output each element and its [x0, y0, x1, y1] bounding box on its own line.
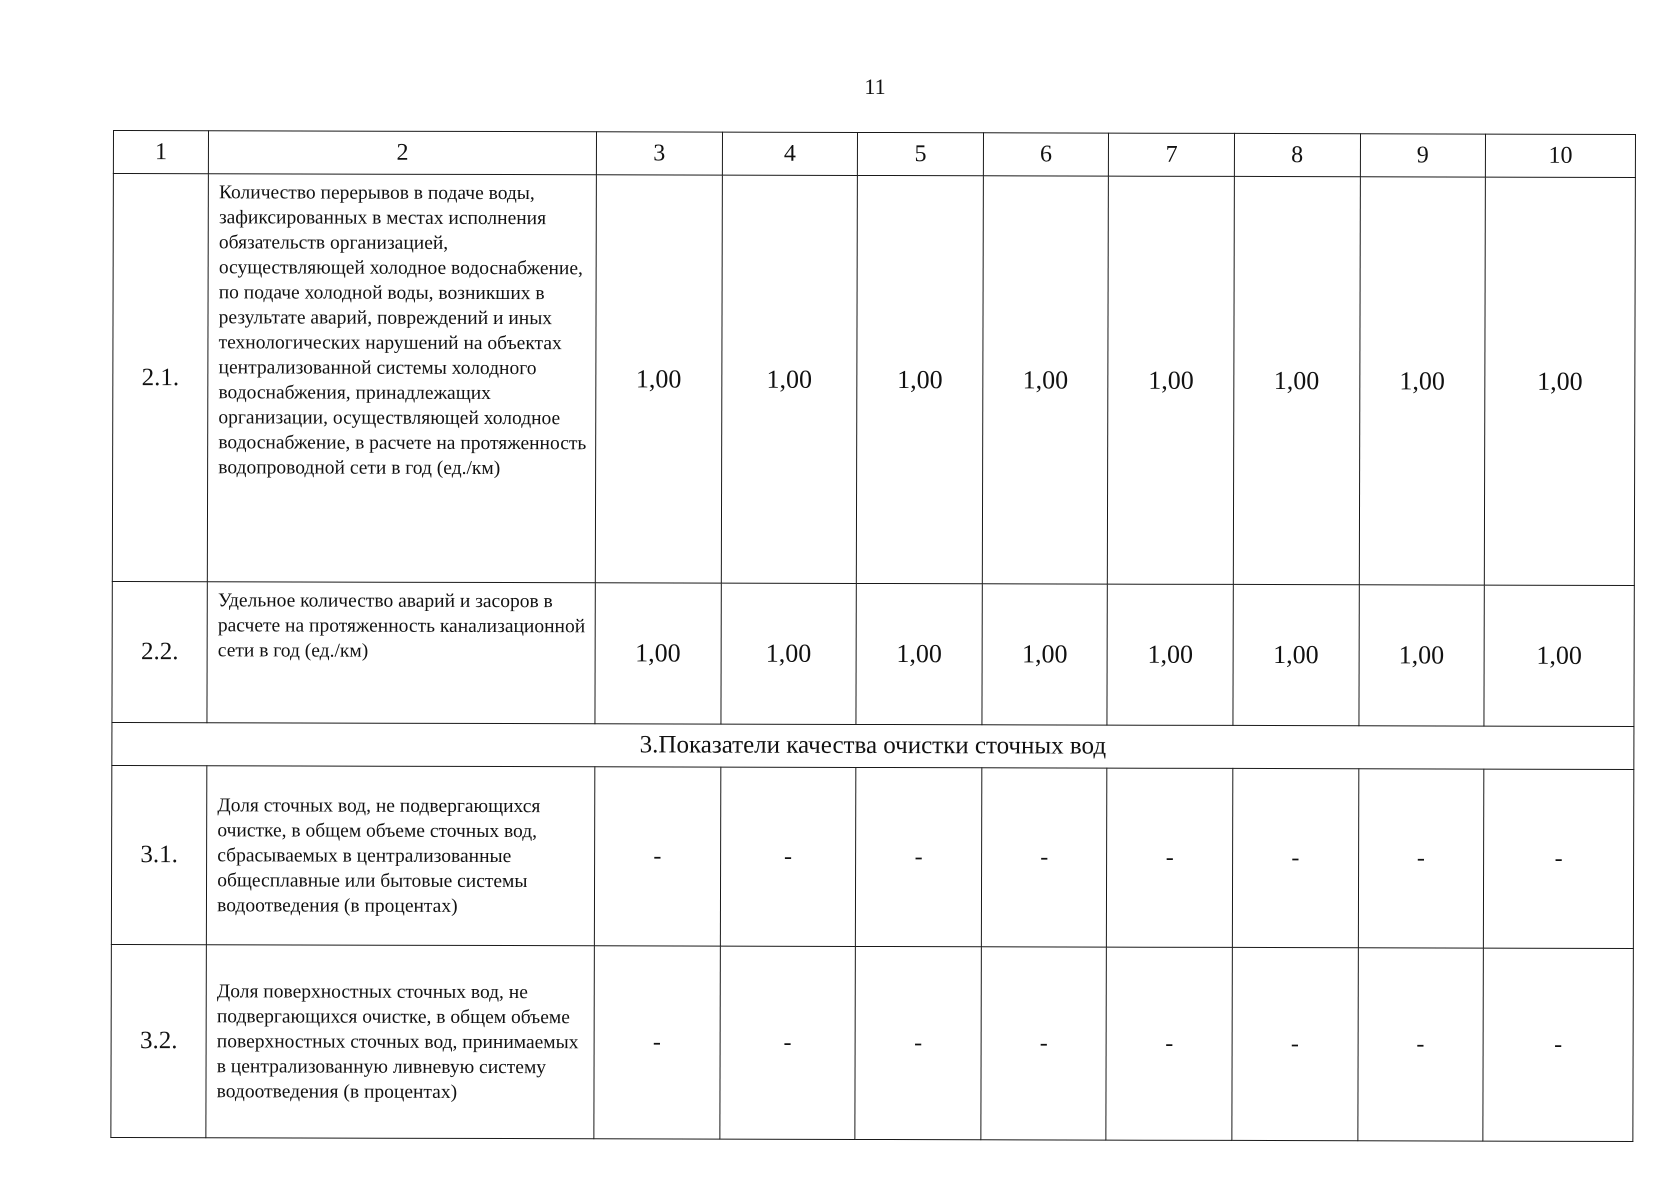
value-cell: -	[1358, 769, 1484, 948]
row-number: 3.2.	[111, 944, 207, 1137]
value-cell: -	[1357, 948, 1483, 1141]
value-cell: 1,00	[982, 176, 1109, 584]
value-cell: -	[1106, 947, 1232, 1140]
indicators-table	[110, 130, 1636, 1142]
header-cell: 6	[983, 133, 1109, 176]
value-cell: 1,00	[1233, 176, 1360, 584]
value-cell: -	[856, 767, 982, 946]
value-cell: 1,00	[721, 175, 858, 583]
header-cell: 3	[596, 132, 722, 175]
value-cell: -	[1232, 947, 1358, 1140]
value-cell: -	[1483, 948, 1633, 1141]
value-cell: 1,00	[595, 583, 721, 724]
value-cell: -	[1232, 768, 1358, 947]
value-cell: 1,00	[1359, 177, 1486, 585]
value-cell: 1,00	[982, 584, 1108, 725]
section-heading-row	[112, 722, 1634, 769]
row-description: Количество перерывов в подаче воды, зафиксированных в местах исполнения обязательств организацией, осуществляющей холодное водоснабжение, по подаче холодной воды, возникших в результате аварий, повреждений и иных технологических нарушений на объектах централизованной системы холодного водоснабжения, принадлежащих организации, осуществляющей холодное водоснабжение, в расчете на протяженность водопроводной сети в год (ед./км)	[208, 174, 597, 583]
value-cell: 1,00	[1484, 177, 1635, 585]
value-cell: 1,00	[857, 175, 984, 583]
table-header-row	[113, 131, 1635, 178]
value-cell: 1,00	[721, 583, 857, 724]
value-cell: 1,00	[1358, 585, 1484, 726]
table-row	[111, 765, 1633, 948]
row-number: 3.1.	[111, 765, 207, 944]
value-cell: 1,00	[1233, 584, 1359, 725]
row-description: Доля сточных вод, не подвергающихся очистке, в общем объеме сточных вод, сбрасываемых в централизованные общесплавные или бытовые системы водоотведения (в процентах)	[207, 766, 595, 946]
row-number: 2.1.	[112, 174, 208, 582]
row-number: 2.2.	[112, 581, 208, 722]
value-cell: -	[1107, 768, 1233, 947]
value-cell: -	[594, 946, 720, 1139]
value-cell: -	[981, 768, 1107, 947]
value-cell: -	[594, 767, 720, 946]
header-cell: 2	[209, 131, 597, 175]
row-description: Удельное количество аварий и засоров в расчете на протяженность канализационной сети в год (ед./км)	[207, 582, 595, 724]
header-cell: 10	[1485, 134, 1635, 177]
value-cell: -	[855, 946, 981, 1139]
header-cell: 8	[1234, 133, 1360, 176]
header-cell: 9	[1360, 134, 1486, 177]
header-cell: 1	[113, 131, 208, 174]
value-cell: 1,00	[595, 175, 722, 583]
value-cell: 1,00	[1484, 585, 1634, 726]
header-cell: 5	[858, 132, 984, 175]
table-row	[112, 581, 1634, 726]
table-row	[112, 174, 1635, 586]
section-title: 3.Показатели качества очистки сточных вод	[112, 722, 1634, 769]
table-row	[111, 944, 1634, 1141]
header-cell: 4	[722, 132, 858, 175]
header-cell: 7	[1109, 133, 1235, 176]
value-cell: 1,00	[1107, 584, 1233, 725]
value-cell: -	[720, 767, 856, 946]
value-cell: 1,00	[856, 583, 982, 724]
row-description: Доля поверхностных сточных вод, не подвергающихся очистке, в общем объеме поверхностных сточных вод, принимаемых в централизованную ливневую систему водоотведения (в процентах)	[206, 945, 594, 1139]
value-cell: 1,00	[1108, 176, 1235, 584]
value-cell: -	[981, 947, 1107, 1140]
value-cell: -	[1483, 769, 1633, 948]
value-cell: -	[719, 946, 855, 1139]
page-number: 11	[864, 74, 886, 99]
